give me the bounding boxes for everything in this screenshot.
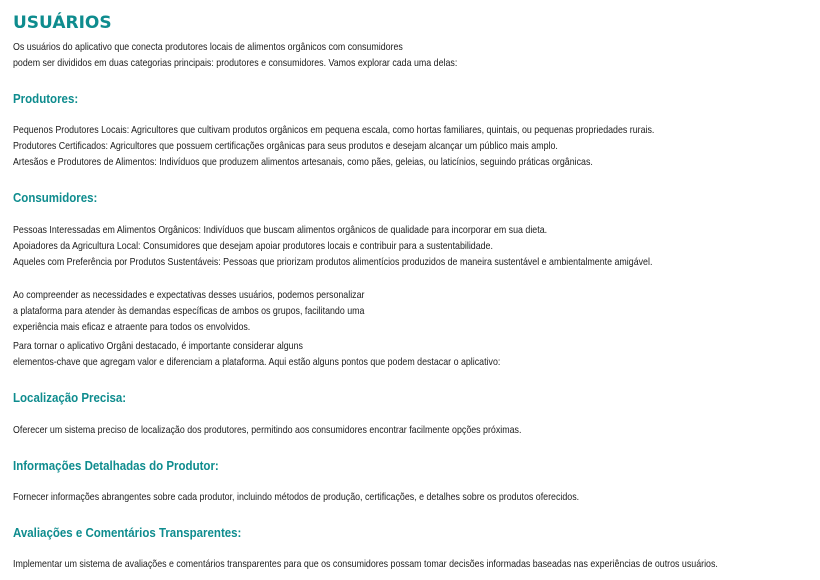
reviews-text [13, 557, 718, 573]
producer-type-line: Pequenos Produtores Locais: Agricultores que cultivam produtos orgânicos em pequena escala, como hortas familiares, quintais, ou pequenas propriedades rurais. [13, 125, 655, 136]
summary-line: a plataforma para atender às demandas específicas de ambos os grupos, facilitando uma [13, 306, 365, 317]
location-text [13, 423, 521, 439]
producer-type-line: Produtores Certificados: Agricultores que possuem certificações orgânicas para seus produtos e desejam alcançar um público mais amplo. [13, 141, 558, 152]
consumer-type-line: Apoiadores da Agricultura Local: Consumidores que desejam apoiar produtores locais e contribuir para a sustentabilidade. [13, 241, 493, 252]
producer-info-line: Fornecer informações abrangentes sobre cada produtor, incluindo métodos de produção, certificações, e detalhes sobre os produtos oferecidos. [13, 492, 580, 503]
highlight-intro-line: elementos-chave que agregam valor e diferenciam a plataforma. Aqui estão alguns pontos que podem destacar o aplicativo: [13, 357, 501, 368]
page-title: USUÁRIOS [13, 13, 112, 33]
intro-line: Os usuários do aplicativo que conecta produtores locais de alimentos orgânicos com consumidores [13, 42, 403, 53]
consumer-type-line: Aqueles com Preferência por Produtos Sustentáveis: Pessoas que priorizam produtos alimentícios produzidos de maneira sustentável e ambientalmente amigável. [13, 257, 653, 268]
reviews-heading: Avaliações e Comentários Transparentes: [13, 526, 242, 540]
location-line: Oferecer um sistema preciso de localização dos produtores, permitindo aos consumidores encontrar facilmente opções próximas. [13, 425, 522, 436]
consumers-list [13, 223, 652, 271]
intro-paragraph [13, 40, 457, 72]
producer-info-text [13, 490, 579, 506]
reviews-line: Implementar um sistema de avaliações e comentários transparentes para que os consumidores possam tomar decisões informadas baseadas nas experiências de outros usuários. [13, 559, 718, 570]
summary-paragraph [13, 288, 364, 336]
consumers-heading: Consumidores: [13, 191, 98, 205]
intro-line: podem ser divididos em duas categorias principais: produtores e consumidores. Vamos explorar cada uma delas: [13, 58, 458, 69]
producer-info-heading: Informações Detalhadas do Produtor: [13, 459, 219, 473]
summary-line: Ao compreender as necessidades e expectativas desses usuários, podemos personalizar [13, 290, 365, 301]
producers-heading: Produtores: [13, 92, 79, 106]
highlight-intro-paragraph [13, 339, 500, 371]
producer-type-line: Artesãos e Produtores de Alimentos: Indivíduos que produzem alimentos artesanais, como pães, geleias, ou laticínios, seguindo práticas orgânicas. [13, 157, 593, 168]
highlight-intro-line: Para tornar o aplicativo Orgâni destacado, é importante considerar alguns [13, 341, 303, 352]
producers-list [13, 123, 654, 171]
summary-line: experiência mais eficaz e atraente para todos os envolvidos. [13, 322, 251, 333]
location-heading: Localização Precisa: [13, 391, 127, 405]
consumer-type-line: Pessoas Interessadas em Alimentos Orgânicos: Indivíduos que buscam alimentos orgânicos de qualidade para incorporar em sua dieta. [13, 225, 548, 236]
